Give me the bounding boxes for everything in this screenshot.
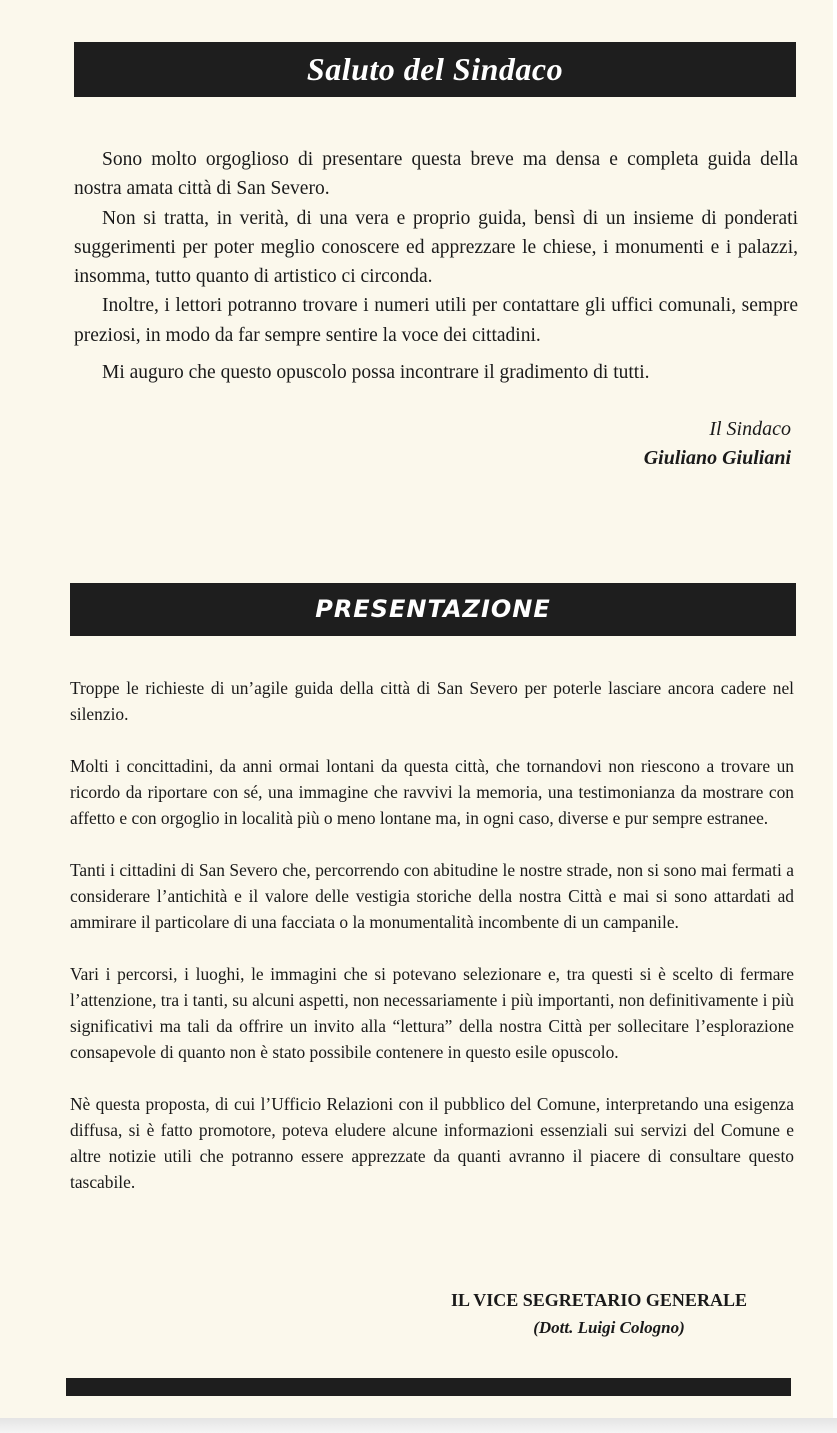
greeting-title-banner bbox=[74, 42, 796, 97]
mayor-signature-role: Il Sindaco bbox=[709, 418, 791, 440]
presentation-paragraph: Vari i percorsi, i luoghi, le immagini che si potevano selezionare e, tra questi si è scelto di fermare l’attenzione, tra i tanti, su alcuni aspetti, non necessariamente i più importanti, non definitivamente i più significativi ma tali da offrire un invito alla “lettura” della nostra Città per sollecitare l’esplorazione consapevole di quanto non è stato possibile contenere in questo esile opuscolo. bbox=[70, 964, 794, 1062]
greeting-title: Saluto del Sindaco bbox=[306, 51, 564, 87]
secretary-signature-role: IL VICE SEGRETARIO GENERALE bbox=[451, 1290, 747, 1310]
greeting-paragraph: Inoltre, i lettori potranno trovare i numeri utili per contattare gli uffici comunali, sempre preziosi, in modo da far sempre sentire la voce dei cittadini. bbox=[74, 295, 798, 346]
footer-divider-bar bbox=[66, 1378, 791, 1396]
presentation-paragraph: Troppe le richieste di un’agile guida della città di San Severo per poterle lasciare ancora cadere nel silenzio. bbox=[70, 678, 794, 724]
page-edge-shadow bbox=[0, 1418, 837, 1433]
greeting-paragraph: Sono molto orgoglioso di presentare questa breve ma densa e completa guida della nostra amata città di San Severo. bbox=[74, 149, 798, 200]
presentation-title: PRESENTAZIONE bbox=[315, 595, 551, 623]
greeting-paragraph: Mi auguro che questo opuscolo possa incontrare il gradimento di tutti. bbox=[102, 362, 650, 384]
mayor-signature-name: Giuliano Giuliani bbox=[643, 447, 791, 469]
presentation-paragraph: Molti i concittadini, da anni ormai lontani da questa città, che tornandovi non riescono a trovare un ricordo da riportare con sé, una immagine che ravvivi la memoria, una testimonianza da mostrare con affetto e con orgoglio in località più o meno lontane ma, in ogni caso, diverse e pur sempre estranee. bbox=[70, 756, 794, 828]
secretary-signature-name: (Dott. Luigi Cologno) bbox=[533, 1318, 685, 1337]
presentation-title-banner bbox=[70, 583, 796, 636]
presentation-paragraph: Tanti i cittadini di San Severo che, percorrendo con abitudine le nostre strade, non si sono mai fermati a considerare l’antichità e il valore delle vestigia storiche della nostra Città e mai si sono attardati ad ammirare il particolare di una facciata o la monumentalità incombente di un campanile. bbox=[70, 860, 794, 932]
presentation-body bbox=[70, 675, 794, 1221]
greeting-paragraph: Non si tratta, in verità, di una vera e proprio guida, bensì di un insieme di ponderati suggerimenti per poter meglio conoscere ed apprezzare le chiese, i monumenti e i palazzi, insomma, tutto quanto di artistico ci circonda. bbox=[74, 207, 798, 288]
greeting-body bbox=[74, 145, 798, 387]
presentation-paragraph: Nè questa proposta, di cui l’Ufficio Relazioni con il pubblico del Comune, interpretando una esigenza diffusa, si è fatto promotore, poteva eludere alcune informazioni essenziali sui servizi del Comune e altre notizie utili che potranno essere apprezzate da quanti avranno il piacere di consultare questo tascabile. bbox=[70, 1094, 794, 1192]
